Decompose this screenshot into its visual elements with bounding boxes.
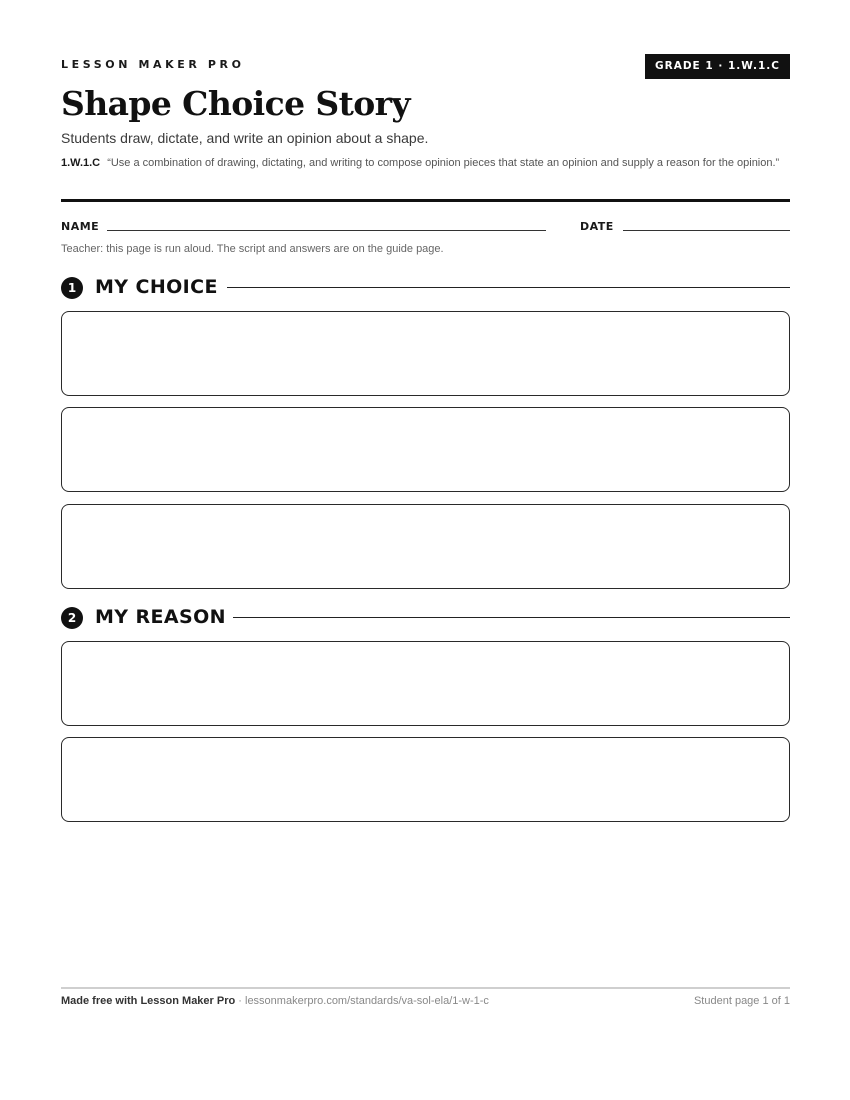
name-field[interactable] xyxy=(107,230,546,231)
section-my-reason xyxy=(61,604,790,630)
name-label: NAME xyxy=(61,220,100,233)
standard-description xyxy=(61,155,790,171)
section-divider xyxy=(233,617,790,618)
worksheet-page xyxy=(61,0,790,1100)
page-number: Student page 1 of 1 xyxy=(693,995,790,1007)
answer-box[interactable] xyxy=(61,737,790,822)
standard-code: 1.W.1.C xyxy=(61,157,101,169)
footer-credit xyxy=(61,995,489,1007)
brand-name: LESSON MAKER PRO xyxy=(61,58,245,71)
grade-badge: GRADE 1 · 1.W.1.C xyxy=(645,54,790,79)
answer-box[interactable] xyxy=(61,311,790,396)
teacher-note: Teacher: this page is run aloud. The script and answers are on the guide page. xyxy=(61,243,444,255)
footer-divider xyxy=(61,987,790,989)
section-my-choice xyxy=(61,274,790,300)
header-divider xyxy=(61,199,790,202)
footer-made-with: Made free with Lesson Maker Pro xyxy=(61,995,236,1007)
date-label: DATE xyxy=(580,220,614,233)
answer-box[interactable] xyxy=(61,504,790,589)
section-number-badge: 2 xyxy=(61,607,83,629)
section-title: MY CHOICE xyxy=(95,276,218,298)
answer-box[interactable] xyxy=(61,407,790,492)
answer-box[interactable] xyxy=(61,641,790,726)
footer-url[interactable]: lessonmakerpro.com/standards/va-sol-ela/1-w-1-c xyxy=(245,995,489,1007)
footer-separator: · xyxy=(235,995,245,1007)
page-title: Shape Choice Story xyxy=(61,84,410,123)
date-field[interactable] xyxy=(623,230,790,231)
standard-text: “Use a combination of drawing, dictating, and writing to compose opinion pieces that state an opinion and supply a reason for the opinion.” xyxy=(107,157,780,169)
section-divider xyxy=(227,287,790,288)
page-subtitle: Students draw, dictate, and write an opinion about a shape. xyxy=(61,130,429,146)
section-title: MY REASON xyxy=(95,606,226,628)
section-number-badge: 1 xyxy=(61,277,83,299)
